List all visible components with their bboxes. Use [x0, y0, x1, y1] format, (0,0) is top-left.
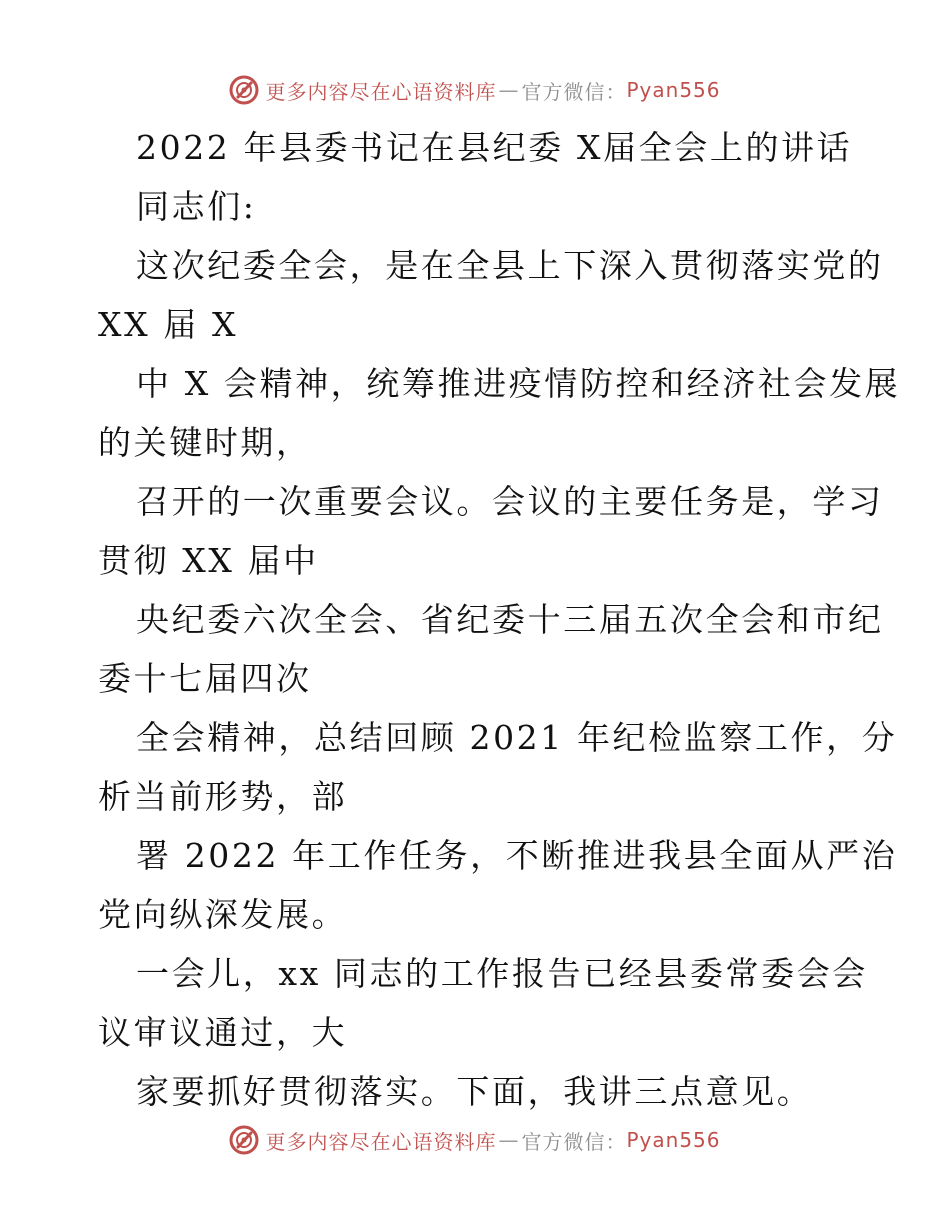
banner-wechat-label: 官方微信： — [521, 1129, 627, 1154]
text-line: 中 X 会精神，统筹推进疫情防控和经济社会发展 — [136, 364, 901, 403]
text-line: 委十七届四次 — [98, 659, 312, 698]
text-line: 家要抓好贯彻落实。下面，我讲三点意见。 — [136, 1072, 813, 1111]
text-line: 的关键时期， — [98, 423, 312, 462]
salutation: 同志们: — [136, 187, 257, 226]
footer-banner — [0, 1120, 950, 1160]
text-line: 析当前形势，部 — [98, 777, 348, 816]
text-line: 一会儿，xx 同志的工作报告已经县委常委会会 — [136, 954, 868, 993]
seal-logo-icon — [229, 75, 259, 105]
document-body — [98, 118, 901, 1121]
banner-site-text: 更多内容尽在心语资料库 — [265, 79, 497, 104]
text-line: 全会精神，总结回顾 2021 年纪检监察工作，分 — [136, 718, 898, 757]
text-line: 央纪委六次全会、省纪委十三届五次全会和市纪 — [136, 600, 884, 639]
banner-separator: — — [498, 78, 520, 102]
text-line: 这次纪委全会，是在全县上下深入贯彻落实党的 — [136, 246, 884, 285]
document-title: 2022 年县委书记在县纪委 X届全会上的讲话 — [136, 128, 853, 167]
header-banner — [0, 70, 950, 110]
text-line: 党向纵深发展。 — [98, 895, 348, 934]
text-line: 贯彻 XX 届中 — [98, 541, 319, 580]
banner-site-text: 更多内容尽在心语资料库 — [265, 1129, 497, 1154]
banner-wechat-id: Pyan556 — [626, 78, 721, 102]
banner-separator: — — [498, 1128, 520, 1152]
text-line: XX 届 X — [98, 305, 239, 344]
text-line: 召开的一次重要会议。会议的主要任务是，学习 — [136, 482, 884, 521]
seal-logo-icon — [229, 1125, 259, 1155]
banner-wechat-label: 官方微信： — [521, 79, 627, 104]
banner-wechat-id: Pyan556 — [626, 1128, 721, 1152]
text-line: 议审议通过，大 — [98, 1013, 348, 1052]
text-line: 署 2022 年工作任务，不断推进我县全面从严治 — [136, 836, 898, 875]
